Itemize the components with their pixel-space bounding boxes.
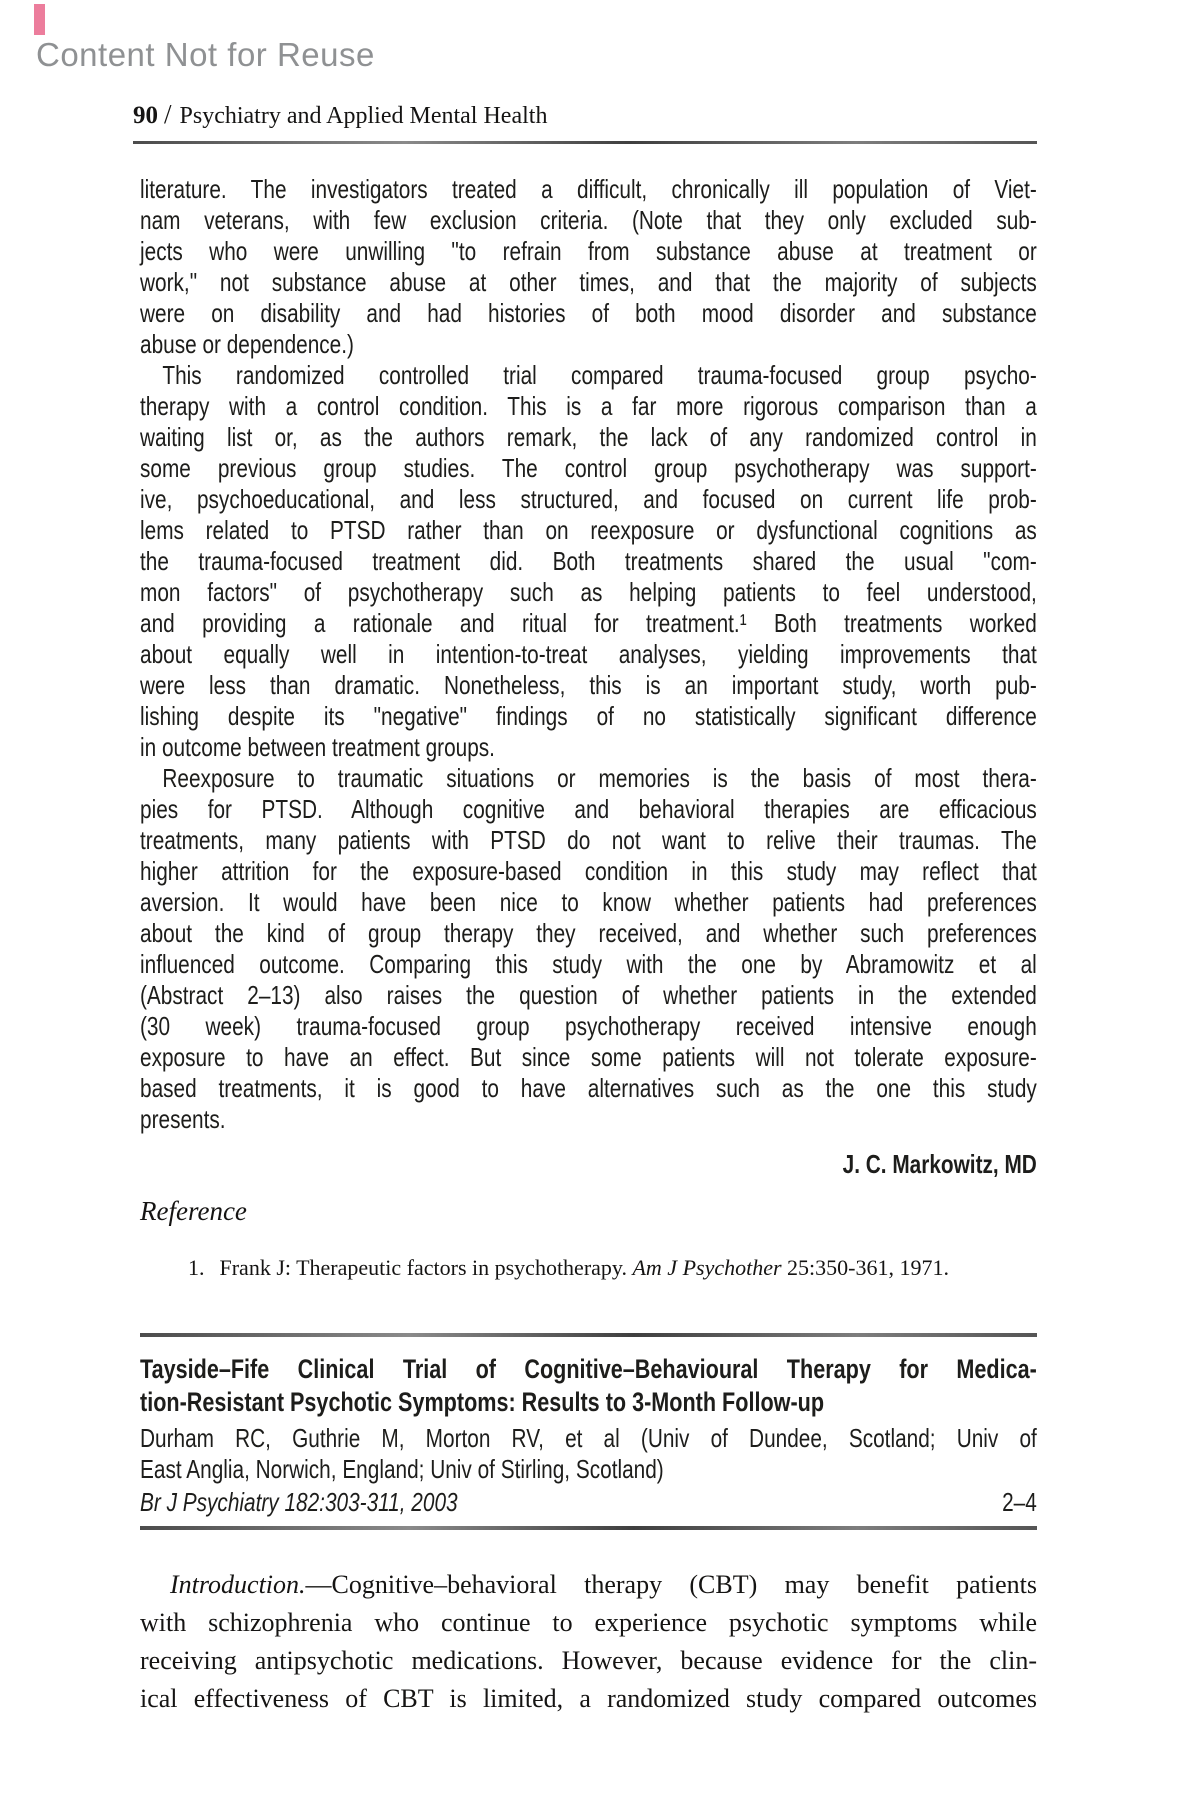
abstract-lines	[140, 1604, 1037, 1718]
header-title: Psychiatry and Applied Mental Health	[179, 103, 548, 129]
text-line: Reexposure to traumatic situations or memories is the basis of most thera-	[162, 763, 1037, 793]
text-line: pies for PTSD. Although cognitive and behavioral therapies are efficacious	[140, 794, 1037, 824]
text-line: aversion. It would have been nice to know whether patients had preferences	[140, 887, 1037, 917]
citation-source-row	[140, 1487, 1037, 1518]
text-line: ive, psychoeducational, and less structured, and focused on current life prob-	[140, 484, 1037, 514]
text-line: presents.	[140, 1104, 226, 1134]
paragraph	[140, 174, 1037, 360]
text-line: about equally well in intention-to-treat analyses, yielding improvements that	[140, 639, 1037, 669]
text-line: therapy with a control condition. This is a far more rigorous comparison than a	[140, 391, 1037, 421]
abstract-first-line	[140, 1566, 1037, 1604]
text-line: Tayside–Fife Clinical Trial of Cognitive–Behavioural Therapy for Medica-	[140, 1354, 1037, 1384]
text-line: mon factors" of psychotherapy such as helping patients to feel understood,	[140, 577, 1037, 607]
watermark-text: Content Not for Reuse	[36, 36, 375, 73]
abstract-first-line-rest: —Cognitive–behavioral therapy (CBT) may benefit patients	[305, 1570, 1037, 1599]
text-line: ical effectiveness of CBT is limited, a randomized study compared outcomes	[140, 1684, 1037, 1713]
reference-text: Frank J: Therapeutic factors in psychotherapy.	[219, 1255, 633, 1280]
abstract-number: 2–4	[1002, 1487, 1037, 1517]
citation-authors	[140, 1423, 1037, 1485]
text-line: receiving antipsychotic medications. However, because evidence for the clin-	[140, 1646, 1037, 1675]
text-line: exposure to have an effect. But since some patients will not tolerate exposure-	[140, 1042, 1037, 1072]
text-line: This randomized controlled trial compared trauma-focused group psycho-	[162, 360, 1037, 390]
text-line: work," not substance abuse at other times, and that the majority of subjects	[140, 267, 1037, 297]
abstract-paragraph	[140, 1566, 1037, 1718]
text-line: based treatments, it is good to have alternatives such as the one this study	[140, 1073, 1037, 1103]
paragraph	[140, 763, 1037, 1135]
text-line: some previous group studies. The control group psychotherapy was support-	[140, 453, 1037, 483]
header-rule	[133, 141, 1037, 144]
text-line: higher attrition for the exposure-based condition in this study may reflect that	[140, 856, 1037, 886]
text-line: were less than dramatic. Nonetheless, this is an important study, worth pub-	[140, 670, 1037, 700]
running-head	[133, 99, 547, 130]
header-separator: /	[164, 99, 172, 129]
text-line: treatments, many patients with PTSD do not want to relive their traumas. The	[140, 825, 1037, 855]
text-line: were on disability and had histories of both mood disorder and substance	[140, 298, 1037, 328]
author-byline: J. C. Markowitz, MD	[842, 1149, 1037, 1179]
citation-source: Br J Psychiatry 182:303-311, 2003	[140, 1487, 458, 1517]
page-content-column	[140, 174, 1037, 1718]
commentary-text	[140, 174, 1037, 1180]
text-line: abuse or dependence.)	[140, 329, 354, 359]
text-line: tion-Resistant Psychotic Symptoms: Results to 3-Month Follow-up	[140, 1387, 825, 1417]
text-line: East Anglia, Norwich, England; Univ of Stirling, Scotland)	[140, 1454, 664, 1484]
reference-number: 1.	[188, 1255, 205, 1280]
citation-block	[140, 1337, 1037, 1518]
section-divider-bottom	[140, 1526, 1037, 1530]
text-line: (30 week) trauma-focused group psychotherapy received intensive enough	[140, 1011, 1037, 1041]
reference-pages: 25:350-361, 1971.	[781, 1255, 949, 1280]
text-line: in outcome between treatment groups.	[140, 732, 495, 762]
text-line: Durham RC, Guthrie M, Morton RV, et al (Univ of Dundee, Scotland; Univ of	[140, 1423, 1037, 1453]
text-line: about the kind of group therapy they received, and whether such preferences	[140, 918, 1037, 948]
text-line: influenced outcome. Comparing this study with the one by Abramowitz et al	[140, 949, 1037, 979]
text-line: and providing a rationale and ritual for treatment.¹ Both treatments worked	[140, 608, 1037, 638]
text-line: nam veterans, with few exclusion criteria. (Note that they only excluded sub-	[140, 205, 1037, 235]
reference-entry	[140, 1255, 1037, 1281]
paragraph	[140, 360, 1037, 763]
citation-title	[140, 1353, 1037, 1419]
text-line: jects who were unwilling "to refrain from substance abuse at treatment or	[140, 236, 1037, 266]
reference-heading: Reference	[140, 1196, 247, 1226]
text-line: with schizophrenia who continue to experience psychotic symptoms while	[140, 1608, 1037, 1637]
page-number: 90	[133, 102, 158, 129]
text-line: lishing despite its "negative" findings of no statistically significant difference	[140, 701, 1037, 731]
reference-journal: Am J Psychother	[632, 1255, 782, 1280]
abstract-lead-word: Introduction.	[170, 1570, 306, 1599]
text-line: waiting list or, as the authors remark, the lack of any randomized control in	[140, 422, 1037, 452]
text-line: (Abstract 2–13) also raises the question of whether patients in the extended	[140, 980, 1037, 1010]
pink-highlight-mark	[34, 4, 45, 35]
text-line: lems related to PTSD rather than on reexposure or dysfunctional cognitions as	[140, 515, 1037, 545]
text-line: the trauma-focused treatment did. Both treatments shared the usual "com-	[140, 546, 1037, 576]
text-line: literature. The investigators treated a difficult, chronically ill population of Viet-	[140, 174, 1037, 204]
